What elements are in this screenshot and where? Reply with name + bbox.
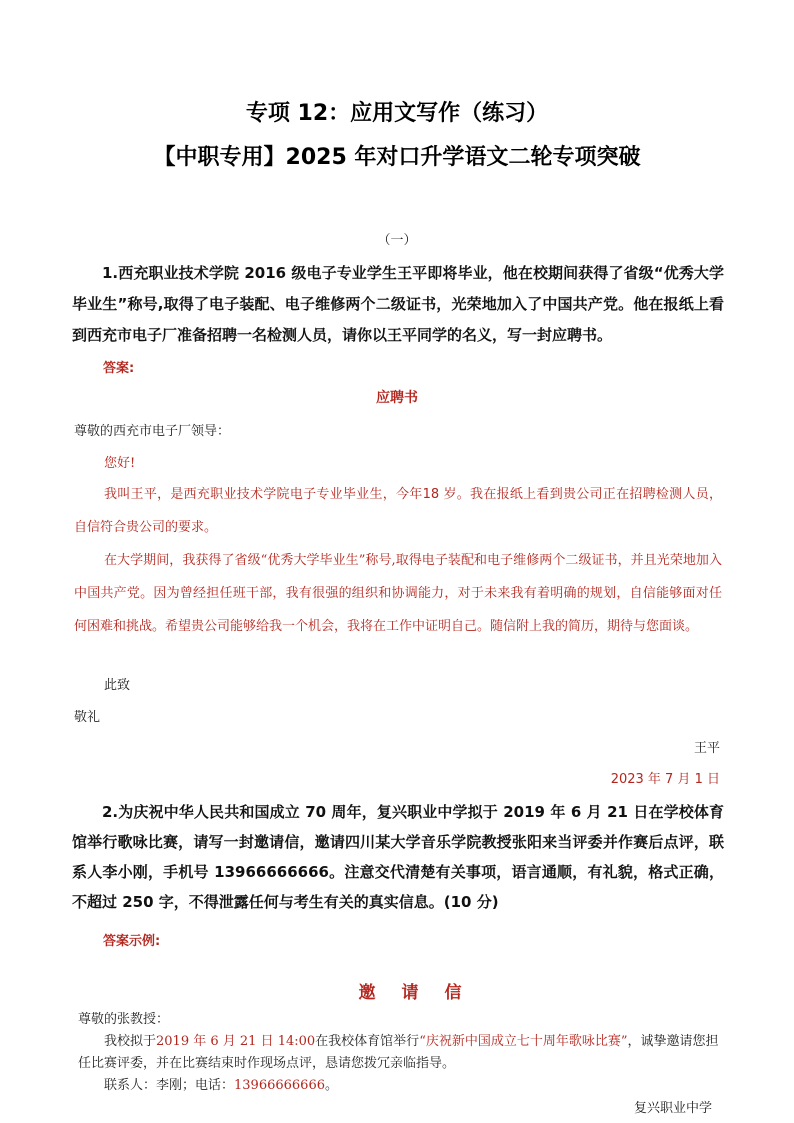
letter-2-p1-end: ，诚挚邀请您担任比赛评委，并在比赛结束时作现场点评，恳请您拨冗亲临指导。 <box>78 1034 719 1071</box>
letter-2-event: “庆祝新中国成立七十周年歌咏比赛” <box>419 1034 628 1049</box>
letter-1-age: 18 <box>422 487 440 502</box>
letter-2-body <box>78 1031 724 1097</box>
letter-1-p1-text: 我叫王平，是西充职业技术学院电子专业毕业生，今年 <box>104 487 423 502</box>
letter-2-phone: 13966666666 <box>234 1078 325 1093</box>
letter-1-body <box>74 478 722 643</box>
letter-1-title: 应聘书 <box>376 390 418 406</box>
letter-2-contact-end: 。 <box>325 1078 339 1093</box>
question-2-text: 2.为庆祝中华人民共和国成立 70 周年，复兴职业中学拟于 2019 年 6 月 21 日在学校体育馆举行歌咏比赛，请写一封邀请信，邀请四川某大学音乐学院教授张阳来当评委并作赛后点评，联系人李小刚，手机号 13966666666。注意交代清楚有关事项，语言通顺，有礼貌，格式正确，不超过 250 字，不得泄露任何与考生有关的真实信息。(10 分) <box>72 803 724 911</box>
letter-2-paragraph-1 <box>78 1031 724 1075</box>
letter-1-greeting: 您好! <box>104 456 136 471</box>
letter-2-p1-mid: 在我校体育馆举行 <box>315 1034 420 1049</box>
answer-label-2: 答案示例: <box>103 934 161 949</box>
document-subtitle: 【中职专用】2025 年对口升学语文二轮专项突破 <box>153 145 641 170</box>
letter-2-salutation: 尊敬的张教授： <box>78 1012 170 1027</box>
letter-2-signature: 复兴职业中学 <box>633 1101 712 1116</box>
letter-2-contact-label: 联系人：李刚；电话： <box>104 1078 235 1093</box>
letter-1-paragraph-1 <box>74 478 722 544</box>
letter-2-p1-text: 我校拟于 <box>104 1034 157 1049</box>
letter-1-signature: 王平 <box>693 741 720 756</box>
answer-label-1: 答案: <box>103 361 135 376</box>
letter-1-salutation: 尊敬的西充市电子厂领导： <box>74 424 231 439</box>
letter-2-title: 邀请信 <box>358 983 488 1003</box>
question-1-text: 1.西充职业技术学院 2016 级电子专业学生王平即将毕业，他在校期间获得了省级“优秀大学毕业生”称号,取得了电子装配、电子维修两个二级证书，光荣地加入了中国共产党。他在报纸上看到西充市电子厂准备招聘一名检测人员，请你以王平同学的名义，写一封应聘书。 <box>72 264 724 344</box>
letter-1-p1-text-end: 岁。我在报纸上看到贵公司正在招聘检测人员，自信符合贵公司的要求。 <box>74 487 722 535</box>
letter-1-closing: 此致 <box>104 678 131 693</box>
section-label: （一） <box>377 233 417 248</box>
letter-1-salute: 敬礼 <box>74 710 101 725</box>
question-2 <box>72 797 724 917</box>
letter-1-paragraph-2: 在大学期间，我获得了省级“优秀大学毕业生”称号,取得电子装配和电子维修两个二级证书，并且光荣地加入中国共产党。因为曾经担任班干部，我有很强的组织和协调能力，对于未来我有着明确的规划，自信能够面对任何困难和挑战。希望贵公司能够给我一个机会，我将在工作中证明自己。随信附上我的简历，期待与您面谈。 <box>74 553 722 634</box>
letter-2-contact <box>78 1075 724 1097</box>
letter-2-time: 2019 年 6 月 21 日 14:00 <box>156 1034 316 1049</box>
document-title: 专项 12：应用文写作（练习） <box>245 101 549 126</box>
letter-1-date: 2023 年 7 月 1 日 <box>610 772 720 787</box>
question-1 <box>72 258 724 351</box>
